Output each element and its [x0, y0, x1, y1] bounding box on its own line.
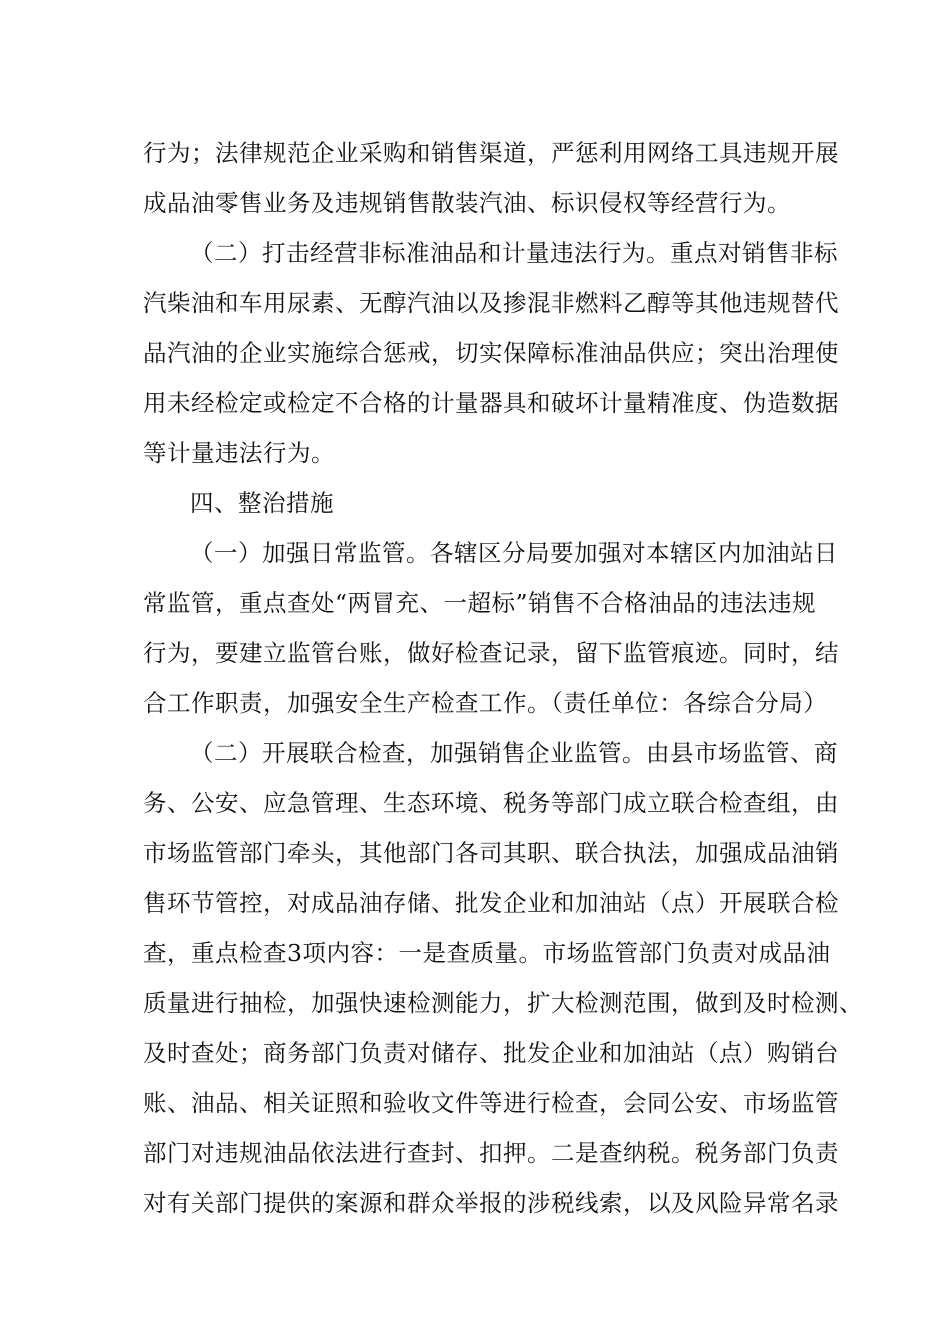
text-line: 汽柴油和车用尿素、无醇汽油以及掺混非燃料乙醇等其他违规替代 — [143, 289, 839, 317]
text-line: 对有关部门提供的案源和群众举报的涉税线索，以及风险异常名录 — [143, 1189, 839, 1217]
text-line: 行为，要建立监管台账，做好检查记录，留下监管痕迹。同时，结 — [143, 639, 839, 667]
paragraph-heading: （一）加强日常监管。各辖区分局要加强对本辖区内加油站日 — [190, 539, 838, 567]
text-line: 账、油品、相关证照和验收文件等进行检查，会同公安、市场监管 — [143, 1089, 839, 1117]
text-line: 查，重点检查3项内容：一是查质量。市场监管部门负责对成品油 — [143, 939, 831, 967]
text-line: 售环节管控，对成品油存储、批发企业和加油站（点）开展联合检 — [143, 889, 839, 917]
text-line: 部门对违规油品依法进行查封、扣押。二是查纳税。税务部门负责 — [143, 1139, 839, 1167]
text-line: 品汽油的企业实施综合惩戒，切实保障标准油品供应；突出治理使 — [143, 339, 839, 367]
text-line: 质量进行抽检，加强快速检测能力，扩大检测范围，做到及时检测、 — [143, 989, 863, 1017]
section-heading: 四、整治措施 — [190, 489, 334, 517]
text-line: 合工作职责，加强安全生产检查工作。（责任单位：各综合分局） — [143, 689, 828, 717]
text-line: 常监管，重点查处“两冒充、一超标”销售不合格油品的违法违规 — [143, 589, 817, 617]
text-line: 市场监管部门牵头，其他部门各司其职、联合执法，加强成品油销 — [143, 839, 839, 867]
text-line: 及时查处；商务部门负责对储存、批发企业和加油站（点）购销台 — [143, 1039, 839, 1067]
paragraph-heading: （二）打击经营非标准油品和计量违法行为。重点对销售非标 — [190, 239, 838, 267]
text-line: 用未经检定或检定不合格的计量器具和破坏计量精准度、伪造数据 — [143, 389, 839, 417]
paragraph-heading: （二）开展联合检查，加强销售企业监管。由县市场监管、商 — [190, 739, 838, 767]
text-line: 行为；法律规范企业采购和销售渠道，严惩利用网络工具违规开展 — [143, 139, 839, 167]
text-line: 等计量违法行为。 — [143, 439, 335, 467]
text-line: 成品油零售业务及违规销售散装汽油、标识侵权等经营行为。 — [143, 189, 791, 217]
text-line: 务、公安、应急管理、生态环境、税务等部门成立联合检查组，由 — [143, 789, 839, 817]
